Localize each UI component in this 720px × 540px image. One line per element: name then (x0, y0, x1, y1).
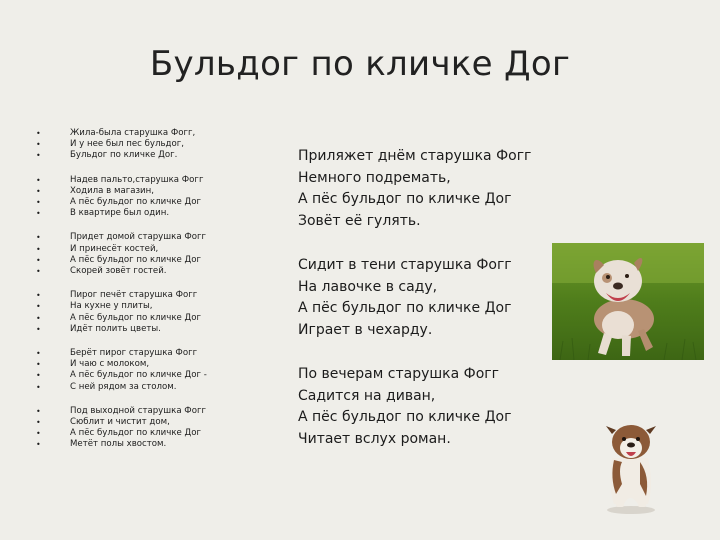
bullet-marker: • (36, 349, 41, 359)
left-stanza (36, 290, 236, 335)
bullet-line (36, 255, 236, 266)
poem-line-text: Берёт пирог старушка Фогг (70, 348, 198, 359)
bullet-marker: • (36, 440, 41, 450)
right-poem-column (298, 146, 548, 473)
left-poem-column (36, 128, 236, 464)
poem-line: На лавочке в саду, (298, 278, 438, 295)
poem-line-text: А пёс бульдог по кличке Дог (70, 428, 202, 439)
bullet-marker: • (36, 186, 41, 196)
poem-line-text: И принесёт костей, (70, 243, 159, 254)
poem-line-text: А пёс бульдог по кличке Дог (70, 312, 202, 323)
poem-line-text: Метёт полы хвостом. (70, 439, 167, 450)
left-stanza (36, 128, 236, 162)
poem-line: Играет в чехарду. (298, 321, 433, 338)
poem-line: Садится на диван, (298, 387, 436, 404)
bullet-line (36, 439, 236, 450)
bullet-marker: • (36, 406, 41, 416)
bullet-line (36, 266, 236, 277)
poem-line: А пёс бульдог по кличке Дог (298, 300, 512, 316)
bullet-line (36, 139, 236, 150)
bullet-line (36, 208, 236, 219)
poem-line-text: Сюблит и чистит дом, (70, 417, 170, 428)
bullet-marker: • (36, 418, 41, 428)
right-stanza (298, 364, 548, 450)
poem-line-text: А пёс бульдог по кличке Дог - (70, 370, 207, 381)
bullet-line (36, 324, 236, 335)
poem-line-text: Идёт полить цветы. (70, 323, 161, 334)
bullet-line (36, 290, 236, 301)
bullet-marker: • (36, 198, 41, 208)
poem-line-text: Бульдог по кличке Дог. (70, 150, 178, 161)
bullet-line (36, 128, 236, 139)
bullet-marker: • (36, 382, 41, 392)
poem-line-text: Ходила в магазин, (70, 185, 154, 196)
bullet-line (36, 313, 236, 324)
bullet-marker: • (36, 140, 41, 150)
bullet-marker: • (36, 360, 41, 370)
poem-line: Зовёт её гулять. (298, 212, 421, 229)
bullet-marker: • (36, 302, 41, 312)
bullet-line (36, 197, 236, 208)
bullet-marker: • (36, 429, 41, 439)
poem-line-text: Жила-была старушка Фогг, (70, 128, 196, 138)
bullet-line (36, 244, 236, 255)
bullet-marker: • (36, 175, 41, 185)
poem-line-text: Пирог печёт старушка Фогг (70, 290, 198, 301)
bullet-marker: • (36, 129, 41, 138)
left-stanza (36, 406, 236, 451)
bullet-marker: • (36, 151, 41, 161)
poem-line: А пёс бульдог по кличке Дог (298, 191, 512, 207)
poem-line-text: Надев пальто,старушка Фогг (70, 174, 204, 185)
bullet-marker: • (36, 255, 41, 265)
right-stanza (298, 255, 548, 341)
poem-line-text: Придет домой старушка Фогг (70, 232, 207, 243)
poem-line: А пёс бульдог по кличке Дог (298, 409, 512, 425)
poem-line: Читает вслух роман. (298, 430, 451, 447)
poem-line-text: Под выходной старушка Фогг (70, 405, 206, 416)
standing-bulldog-photo (596, 418, 666, 518)
poem-line-text: И у нее был пес бульдог, (70, 139, 184, 150)
bullet-marker: • (36, 267, 41, 277)
poem-line: Сидит в тени старушка Фогг (298, 257, 512, 273)
bullet-line (36, 175, 236, 186)
bullet-line (36, 301, 236, 312)
left-stanza (36, 348, 236, 393)
poem-line-text: А пёс бульдог по кличке Дог (70, 254, 202, 265)
bullet-marker: • (36, 209, 41, 219)
bullet-line (36, 428, 236, 439)
bullet-line (36, 382, 236, 393)
bullet-marker: • (36, 371, 41, 381)
bullet-line (36, 186, 236, 197)
poem-line: По вечерам старушка Фогг (298, 366, 499, 382)
poem-line-text: На кухне у плиты, (70, 301, 153, 312)
bullet-line (36, 150, 236, 161)
poem-line: Приляжет днём старушка Фогг (298, 148, 532, 164)
bullet-line (36, 406, 236, 417)
bullet-line (36, 348, 236, 359)
slide-title: Бульдог по кличке Дог (149, 44, 571, 84)
bullet-marker: • (36, 233, 41, 243)
bullet-line (36, 359, 236, 370)
bullet-marker: • (36, 244, 41, 254)
bullet-line (36, 417, 236, 428)
bullet-line (36, 232, 236, 243)
bullet-line (36, 370, 236, 381)
poem-line-text: И чаю с молоком, (70, 359, 150, 370)
poem-line-text: В квартире был один. (70, 208, 170, 219)
poem-line: Немного подремать, (298, 169, 451, 186)
bullet-marker: • (36, 291, 41, 301)
right-stanza (298, 146, 548, 232)
running-bulldog-photo (552, 243, 704, 360)
bullet-marker: • (36, 324, 41, 334)
poem-line-text: С ней рядом за столом. (70, 381, 177, 392)
left-stanza (36, 175, 236, 220)
poem-line-text: А пёс бульдог по кличке Дог (70, 197, 202, 208)
left-stanza (36, 232, 236, 277)
poem-line-text: Скорей зовёт гостей. (70, 266, 167, 277)
bullet-marker: • (36, 313, 41, 323)
